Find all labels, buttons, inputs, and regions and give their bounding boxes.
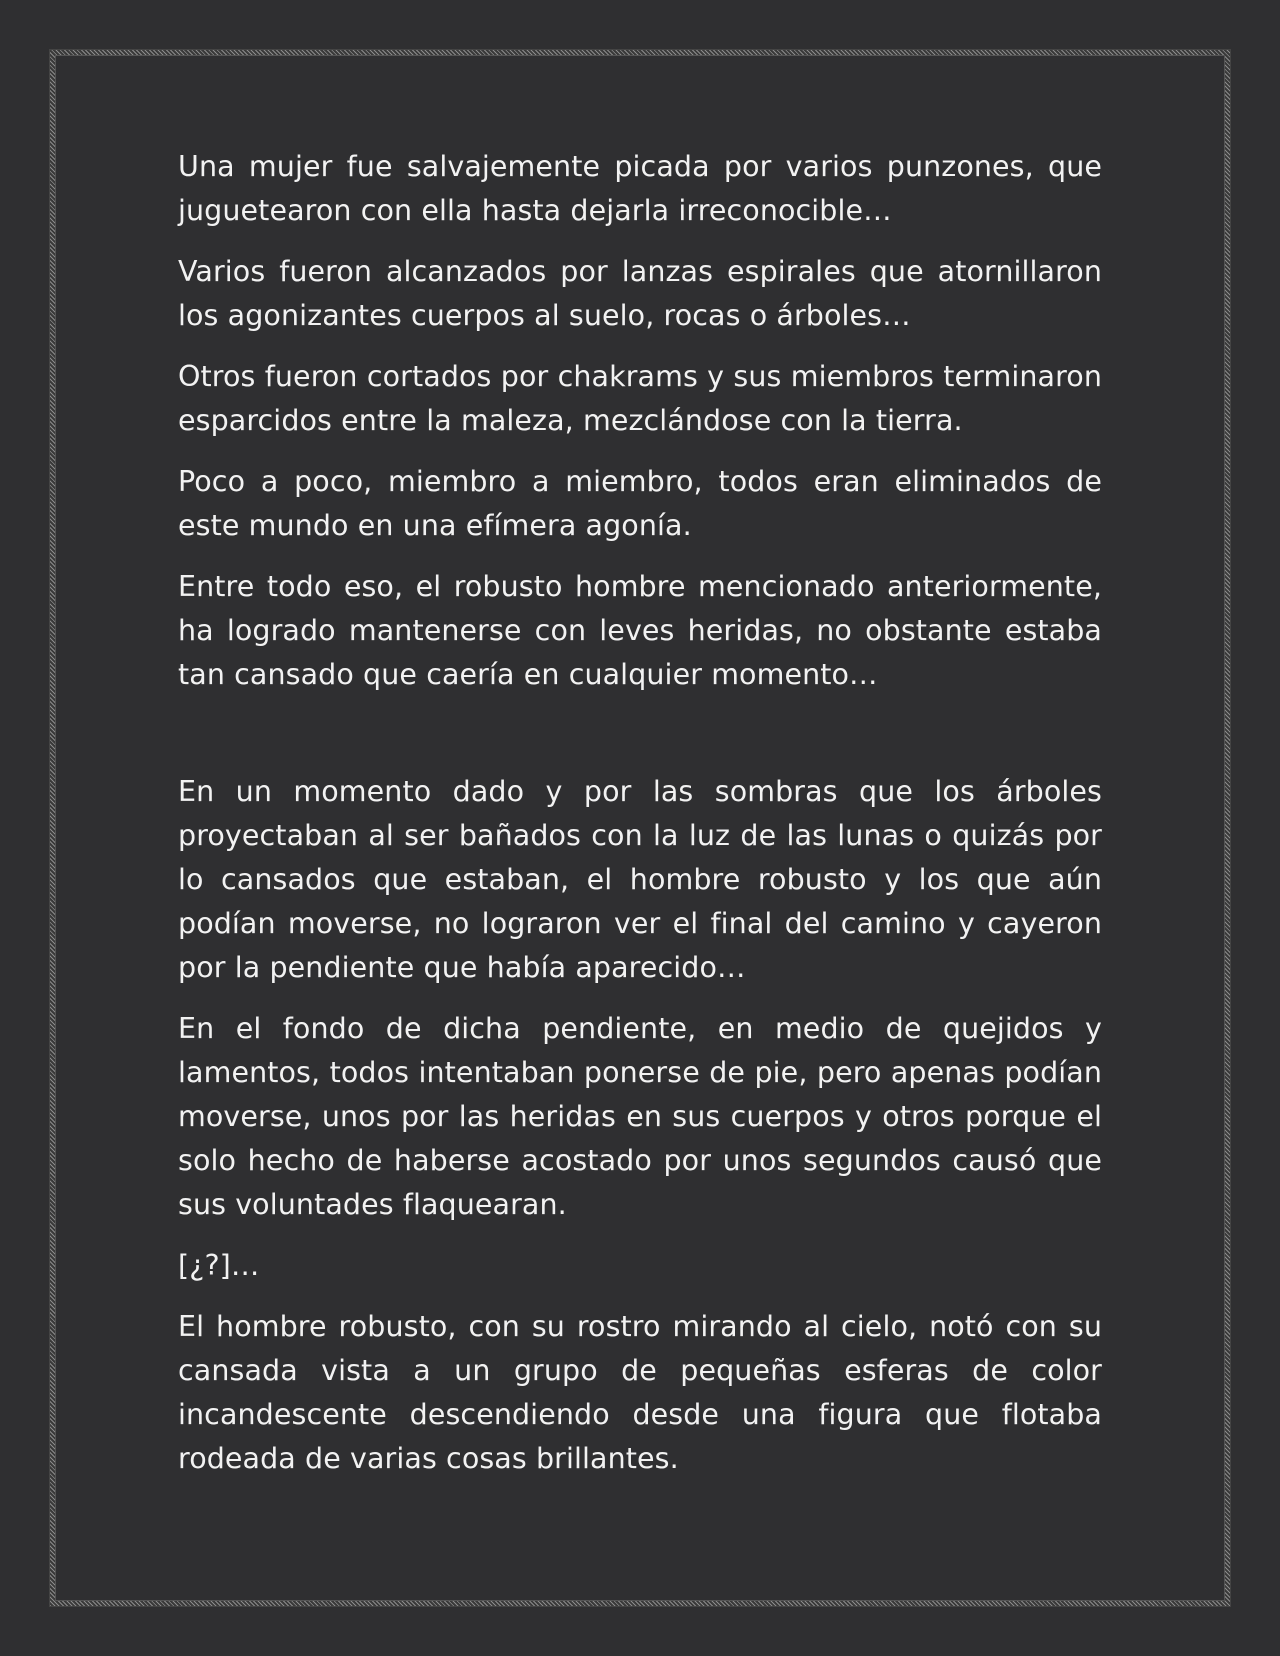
paragraph-2: Varios fueron alcanzados por lanzas espirales que atornillaron los agonizantes cuerpos al suelo, rocas o árboles… xyxy=(178,255,1102,332)
paragraph-3: Otros fueron cortados por chakrams y sus miembros terminaron esparcidos entre la maleza, mezclándose con la tierra. xyxy=(178,360,1102,437)
paragraph-7: En el fondo de dicha pendiente, en medio de quejidos y lamentos, todos intentaban ponerse de pie, pero apenas podían moverse, unos por las heridas en sus cuerpos y otros porque el solo hecho de haberse acostado por unos segundos causó que sus voluntades flaquearan. xyxy=(178,1012,1102,1221)
paragraph-9: El hombre robusto, con su rostro mirando al cielo, notó con su cansada vista a un grupo de pequeñas esferas de color incandescente descendiendo desde una figura que flotaba rodeada de varias cosas brillantes. xyxy=(178,1310,1102,1475)
story-text-area xyxy=(178,145,1102,1498)
paragraph-4: Poco a poco, miembro a miembro, todos eran eliminados de este mundo en una efímera agonía. xyxy=(178,465,1102,542)
paragraph-5: Entre todo eso, el robusto hombre mencionado anteriormente, ha logrado mantenerse con leves heridas, no obstante estaba tan cansado que caería en cualquier momento… xyxy=(178,570,1102,691)
paragraph-8: [¿?]… xyxy=(178,1249,260,1282)
paragraph-1: Una mujer fue salvajemente picada por varios punzones, que juguetearon con ella hasta dejarla irreconocible… xyxy=(178,150,1102,227)
section-break xyxy=(178,714,1102,770)
paragraph-6: En un momento dado y por las sombras que los árboles proyectaban al ser bañados con la luz de las lunas o quizás por lo cansados que estaban, el hombre robusto y los que aún podían moverse, no lograron ver el final del camino y cayeron por la pendiente que había aparecido… xyxy=(178,775,1102,984)
